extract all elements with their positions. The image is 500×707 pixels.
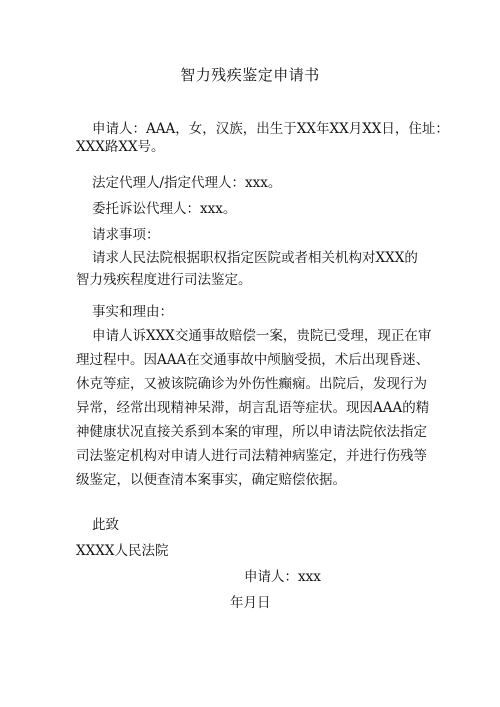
applicant-line-1: 申请人：AAA，女，汉族，出生于XX年XX月XX日，住址： xyxy=(92,121,449,137)
request-line-1: 请求人民法院根据职权指定医院或者相关机构对XXX的 xyxy=(92,250,418,266)
facts-line-3: 休克等症，又被该院确诊为外伤性癫痫。出院后，发现行为 xyxy=(76,376,427,392)
closing-text: 此致 xyxy=(92,517,119,533)
litigation-agent-line: 委托诉讼代理人：xxx。 xyxy=(92,201,237,217)
facts-line-1: 申请人诉XXX交通事故赔偿一案，贵院已受理，现正在审 xyxy=(92,328,432,344)
applicant-paragraph xyxy=(76,120,449,156)
applicant-line-2: XXX路XX号。 xyxy=(76,139,165,155)
facts-line-5: 神健康状况直接关系到本案的审理，所以申请法院依法指定 xyxy=(76,424,427,440)
facts-paragraph xyxy=(76,327,431,489)
facts-line-7: 级鉴定，以便查清本案事实，确定赔偿依据。 xyxy=(76,472,346,488)
request-paragraph xyxy=(76,249,418,289)
request-heading: 请求事项： xyxy=(92,227,160,243)
facts-line-2: 理过程中。因AAA在交通事故中颅脑受损，术后出现昏迷、 xyxy=(76,352,430,368)
request-line-2: 智力残疾程度进行司法鉴定。 xyxy=(76,272,252,288)
facts-heading: 事实和理由： xyxy=(92,304,173,320)
signature-line: 申请人：xxx xyxy=(244,569,321,585)
date-line: 年月日 xyxy=(230,595,271,611)
facts-line-6: 司法鉴定机构对申请人进行司法精神病鉴定，并进行伤残等 xyxy=(76,448,427,464)
legal-agent-line: 法定代理人/指定代理人：xxx。 xyxy=(92,175,282,191)
facts-line-4: 异常，经常出现精神呆滞，胡言乱语等症状。现因AAA的精 xyxy=(76,400,430,416)
document-title: 智力残疾鉴定申请书 xyxy=(180,66,320,84)
court-name: XXXX人民法院 xyxy=(76,543,169,559)
